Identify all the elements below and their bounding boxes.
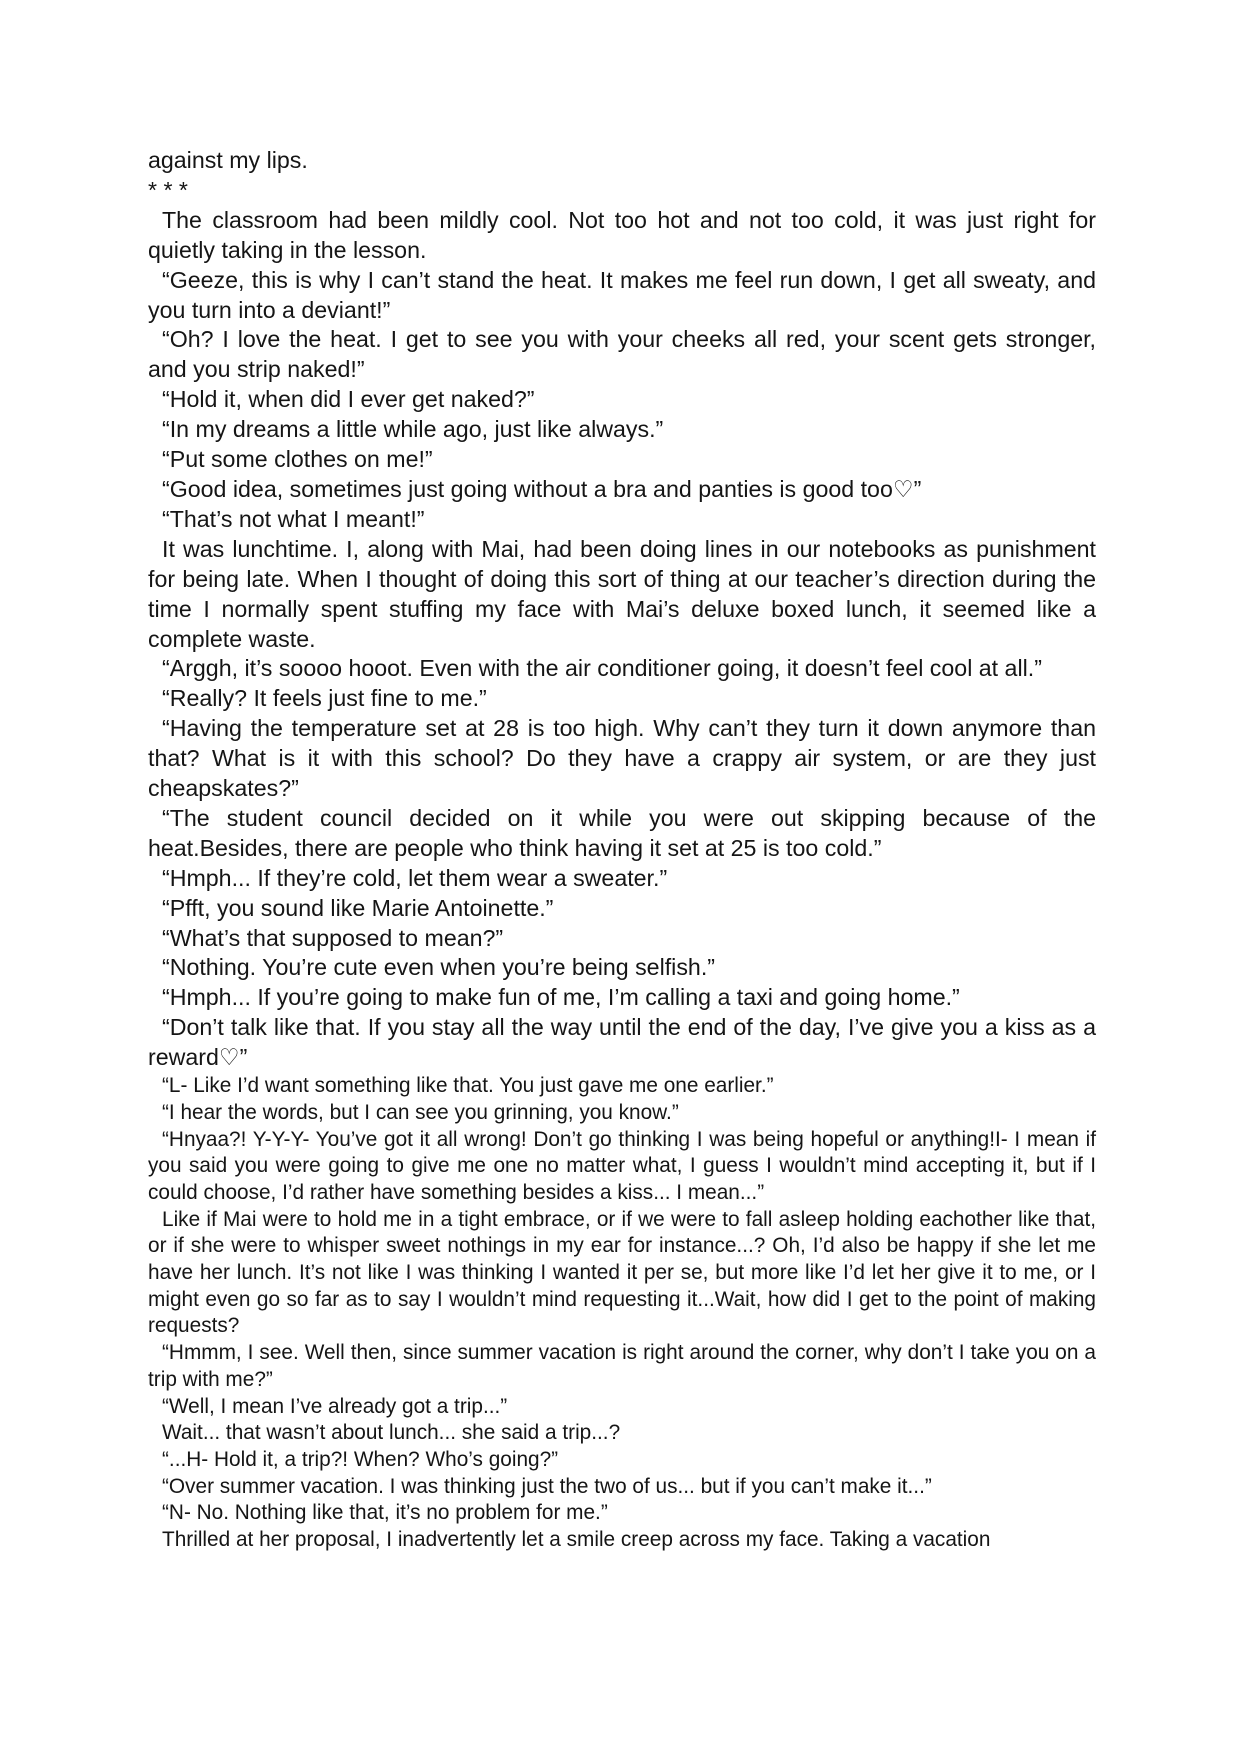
dialogue-line: “Don’t talk like that. If you stay all the way until the end of the day, I’ve give you a kiss as a reward♡” [148,1014,1096,1071]
dialogue-line: “Really? It feels just fine to me.” [162,685,487,712]
dialogue-line: “The student council decided on it while you were out skipping because of the heat.Besides, there are people who think having it set at 25 is too cold.” [148,804,1096,861]
dialogue-line: “L- Like I’d want something like that. You just gave me one earlier.” [162,1074,774,1098]
dialogue-line: “What’s that supposed to mean?” [162,924,504,951]
document-page [148,146,1096,1554]
dialogue-line: “Hold it, when did I ever get naked?” [162,386,535,413]
dialogue-line: “Hmph... If you’re going to make fun of me, I’m calling a taxi and going home.” [162,984,960,1011]
paragraph: The classroom had been mildly cool. Not too hot and not too cold, it was just right for quietly taking in the lesson. [148,206,1096,263]
dialogue-line: “In my dreams a little while ago, just like always.” [162,416,664,443]
dialogue-line: “Hmph... If they’re cold, let them wear a sweater.” [162,864,668,891]
dialogue-line: “Pfft, you sound like Marie Antoinette.” [162,894,554,921]
paragraph: Thrilled at her proposal, I inadvertently let a smile creep across my face. Taking a vacation [162,1528,991,1552]
dialogue-line: “Hmmm, I see. Well then, since summer vacation is right around the corner, why don’t I take you on a trip with me?” [148,1341,1096,1391]
dialogue-line: “Put some clothes on me!” [162,446,433,473]
paragraph: Wait... that wasn’t about lunch... she said a trip...? [162,1421,621,1445]
dialogue-line: “...H- Hold it, a trip?! When? Who’s going?” [162,1447,559,1471]
paragraph: It was lunchtime. I, along with Mai, had been doing lines in our notebooks as punishment for being late. When I thought of doing this sort of thing at our teacher’s direction during the time I normally spent stuffing my face with Mai’s deluxe boxed lunch, it seemed like a complete waste. [148,535,1096,652]
dialogue-line: “Over summer vacation. I was thinking just the two of us... but if you can’t make it...” [162,1474,932,1498]
dialogue-line: “Geeze, this is why I can’t stand the heat. It makes me feel run down, I get all sweaty, and you turn into a deviant!” [148,266,1096,323]
paragraph: against my lips. [148,147,308,173]
dialogue-line: “Arggh, it’s soooo hooot. Even with the air conditioner going, it doesn’t feel cool at all.” [162,655,1042,682]
dialogue-line: “Nothing. You’re cute even when you’re being selfish.” [162,954,715,981]
dialogue-line: “I hear the words, but I can see you grinning, you know.” [162,1100,679,1124]
dialogue-line: “Hnyaa?! Y-Y-Y- You’ve got it all wrong! Don’t go thinking I was being hopeful or anything!I- I mean if you said you were going to give me one no matter what, I guess I wouldn’t mind accepting it, but if I could choose, I’d rather have something besides a kiss... I mean...” [148,1127,1096,1204]
dialogue-line: “Having the temperature set at 28 is too high. Why can’t they turn it down anymore than that? What is it with this school? Do they have a crappy air system, or are they just cheapskates?” [148,715,1096,802]
dialogue-line: “Good idea, sometimes just going without a bra and panties is good too♡” [162,475,922,502]
dialogue-line: “Oh? I love the heat. I get to see you with your cheeks all red, your scent gets stronger, and you strip naked!” [148,326,1096,383]
dialogue-line: “That’s not what I meant!” [162,505,425,532]
dialogue-line: “N- No. Nothing like that, it’s no problem for me.” [162,1501,608,1525]
paragraph: Like if Mai were to hold me in a tight embrace, or if we were to fall asleep holding eachother like that, or if she were to whisper sweet nothings in my ear for instance...? Oh, I’d also be happy if she let me have her lunch. It’s not like I was thinking I wanted it per se, but more like I’d let her give it to me, or I might even go so far as to say I wouldn’t mind requesting it...Wait, how did I get to the point of making requests? [148,1207,1096,1338]
scene-break: * * * [148,176,188,203]
dialogue-line: “Well, I mean I’ve already got a trip...” [162,1394,508,1418]
